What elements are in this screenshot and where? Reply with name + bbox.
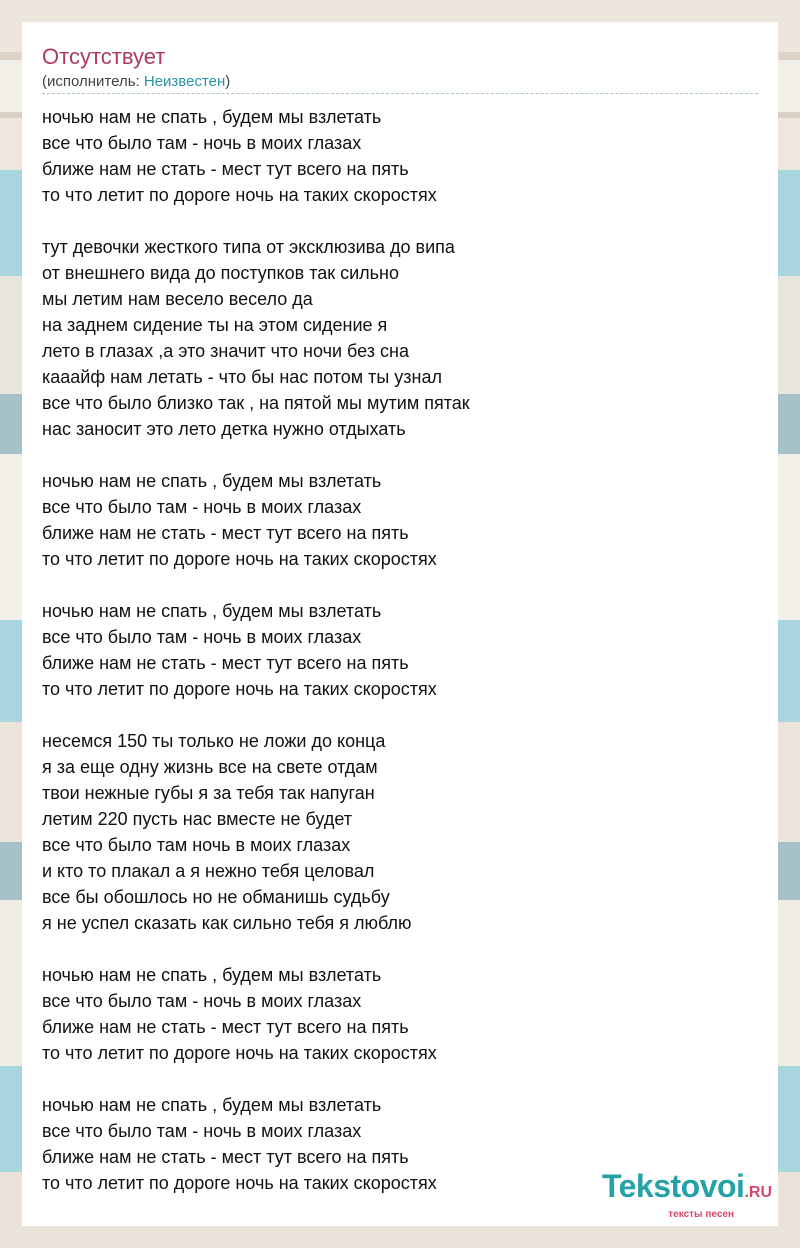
stanza xyxy=(42,104,742,208)
lyric-line: летим 220 пусть нас вместе не будет xyxy=(42,809,352,829)
lyric-line: ночью нам не спать , будем мы взлетать xyxy=(42,107,382,127)
lyric-line: то что летит по дороге ночь на таких скоростях xyxy=(42,1043,437,1063)
lyric-line: я не успел сказать как сильно тебя я люблю xyxy=(42,913,412,933)
lyric-line: ночью нам не спать , будем мы взлетать xyxy=(42,1095,382,1115)
lyric-line: и кто то плакал а я нежно тебя целовал xyxy=(42,861,375,881)
lyric-line: то что летит по дороге ночь на таких скоростях xyxy=(42,549,437,569)
site-logo[interactable] xyxy=(602,1169,772,1220)
lyric-line: все что было там - ночь в моих глазах xyxy=(42,497,362,517)
logo-tld: .RU xyxy=(744,1184,772,1201)
stanza xyxy=(42,962,742,1066)
lyric-line: от внешнего вида до поступков так сильно xyxy=(42,263,400,283)
lyric-line: все бы обошлось но не обманишь судьбу xyxy=(42,887,390,907)
lyric-line: лето в глазах ,а это значит что ночи без сна xyxy=(42,341,409,361)
lyric-line: ночью нам не спать , будем мы взлетать xyxy=(42,965,382,985)
artist-line xyxy=(42,73,230,90)
lyric-line: ближе нам не стать - мест тут всего на пять xyxy=(42,159,409,179)
artist-suffix: ) xyxy=(225,73,231,90)
lyric-line: несемся 150 ты только не ложи до конца xyxy=(42,731,386,751)
lyrics-body xyxy=(42,104,742,1222)
stanza xyxy=(42,234,742,442)
lyric-line: все что было там - ночь в моих глазах xyxy=(42,1121,362,1141)
lyric-line: ночью нам не спать , будем мы взлетать xyxy=(42,601,382,621)
header-divider xyxy=(42,93,758,94)
lyric-line: тут девочки жесткого типа от эксклюзива до випа xyxy=(42,237,455,257)
lyric-line: ближе нам не стать - мест тут всего на пять xyxy=(42,1017,409,1037)
lyric-line: твои нежные губы я за тебя так напуган xyxy=(42,783,375,803)
lyric-line: нас заносит это лето детка нужно отдыхать xyxy=(42,419,406,439)
lyric-line: все что было там ночь в моих глазах xyxy=(42,835,351,855)
lyric-line: на заднем сидение ты на этом сидение я xyxy=(42,315,388,335)
logo-tagline: тексты песен xyxy=(668,1209,734,1220)
stanza xyxy=(42,728,742,936)
lyric-line: все что было там - ночь в моих глазах xyxy=(42,627,362,647)
lyric-line: то что летит по дороге ночь на таких скоростях xyxy=(42,679,437,699)
lyric-line: кааайф нам летать - что бы нас потом ты узнал xyxy=(42,367,442,387)
lyric-line: то что летит по дороге ночь на таких скоростях xyxy=(42,185,437,205)
lyric-line: все что было там - ночь в моих глазах xyxy=(42,991,362,1011)
artist-link[interactable]: Неизвестен xyxy=(143,73,226,90)
lyric-line: ближе нам не стать - мест тут всего на пять xyxy=(42,523,409,543)
artist-prefix: (исполнитель: xyxy=(42,73,144,90)
stanza xyxy=(42,598,742,702)
lyric-line: ночью нам не спать , будем мы взлетать xyxy=(42,471,382,491)
lyric-line: все что было там - ночь в моих глазах xyxy=(42,133,362,153)
lyric-line: я за еще одну жизнь все на свете отдам xyxy=(42,757,378,777)
lyric-line: мы летим нам весело весело да xyxy=(42,289,313,309)
stanza xyxy=(42,468,742,572)
lyric-line: то что летит по дороге ночь на таких скоростях xyxy=(42,1173,437,1193)
lyric-line: ближе нам не стать - мест тут всего на пять xyxy=(42,653,409,673)
song-title: Отсутствует xyxy=(42,44,166,69)
lyrics-card xyxy=(22,22,778,1226)
lyric-line: ближе нам не стать - мест тут всего на пять xyxy=(42,1147,409,1167)
lyric-line: все что было близко так , на пятой мы мутим пятак xyxy=(42,393,470,413)
logo-name: Tekstovoi xyxy=(601,1168,745,1204)
